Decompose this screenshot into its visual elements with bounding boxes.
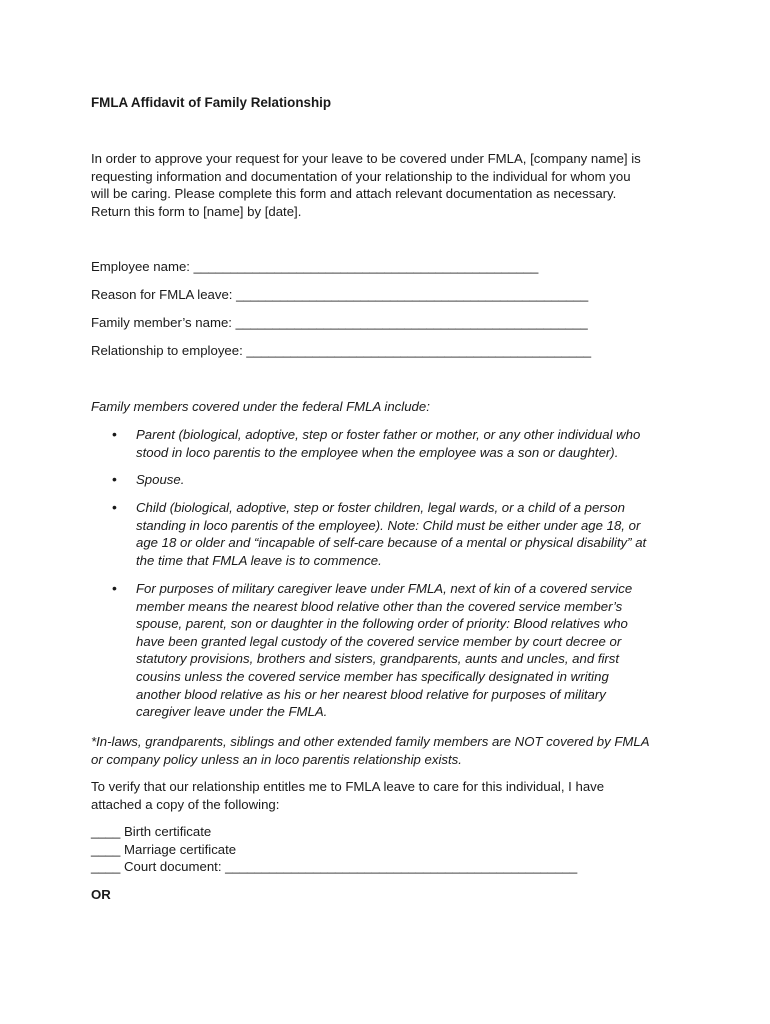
employee-name-field[interactable]: Employee name: _______________________________________________ bbox=[91, 259, 539, 274]
bullet-line: standing in loco parentis of the employee). Note: Child must be either under age 18, or bbox=[136, 517, 641, 533]
bullet-military bbox=[136, 580, 632, 721]
reason-field[interactable]: Reason for FMLA leave: ________________________________________________ bbox=[91, 287, 589, 302]
family-member-name-field[interactable]: Family member’s name: ________________________________________________ bbox=[91, 315, 588, 330]
in-laws-note bbox=[91, 733, 650, 768]
intro-line: Return this form to [name] by [date]. bbox=[91, 203, 302, 219]
intro-line: In order to approve your request for your leave to be covered under FMLA, [company name] is bbox=[91, 151, 641, 166]
bullet-line: For purposes of military caregiver leave under FMLA, next of kin of a covered service bbox=[136, 581, 633, 596]
note-line: or company policy unless an in loco parentis relationship exists. bbox=[91, 751, 462, 767]
bullet-line: stood in loco parentis to the employee when the employee was a son or daughter). bbox=[136, 444, 619, 460]
bullet-icon: • bbox=[112, 426, 117, 442]
bullet-icon: • bbox=[112, 471, 117, 487]
bullet-line: cousins unless the covered service member has specifically designated in writing bbox=[136, 668, 609, 684]
verify-line: To verify that our relationship entitles me to FMLA leave to care for this individual, I have bbox=[91, 779, 605, 794]
intro-paragraph bbox=[91, 150, 681, 220]
checklist-court-document[interactable]: ____ Court document: ________________________________________________ bbox=[91, 859, 578, 875]
bullet-line: Parent (biological, adoptive, step or foster father or mother, or any other individual who bbox=[136, 427, 641, 442]
bullet-spouse bbox=[136, 471, 184, 489]
bullet-parent bbox=[136, 426, 640, 461]
intro-line: will be caring. Please complete this form and attach relevant documentation as necessary. bbox=[91, 186, 617, 202]
verify-paragraph bbox=[91, 778, 604, 813]
bullet-line: Spouse. bbox=[136, 472, 185, 487]
bullet-line: another blood relative as his or her nearest blood relative for purposes of military bbox=[136, 686, 606, 702]
bullet-line: statutory provisions, brothers and sisters, grandparents, aunts and uncles, and first bbox=[136, 651, 620, 667]
bullet-line: member means the nearest blood relative other than the covered service member’s bbox=[136, 598, 623, 614]
or-label: OR bbox=[91, 887, 111, 902]
bullet-line: caregiver leave under the FMLA. bbox=[136, 704, 328, 720]
intro-line: requesting information and documentation of your relationship to the individual for whom you bbox=[91, 168, 631, 184]
bullet-line: Child (biological, adoptive, step or foster children, legal wards, or a child of a person bbox=[136, 500, 625, 515]
bullet-line: have been granted legal custody of the covered service member by court decree or bbox=[136, 633, 622, 649]
bullet-child bbox=[136, 499, 646, 569]
covered-heading: Family members covered under the federal FMLA include: bbox=[91, 399, 430, 414]
bullet-line: spouse, parent, son or daughter in the following order of priority: Blood relatives who bbox=[136, 616, 628, 632]
bullet-line: age 18 or older and “incapable of self-care because of a mental or physical disability” at bbox=[136, 535, 647, 551]
bullet-icon: • bbox=[112, 499, 117, 515]
relationship-field[interactable]: Relationship to employee: _______________________________________________ bbox=[91, 343, 592, 358]
note-line: *In-laws, grandparents, siblings and other extended family members are NOT covered by FMLA bbox=[91, 734, 650, 749]
document-checklist bbox=[91, 823, 577, 876]
checklist-marriage-certificate[interactable]: ____ Marriage certificate bbox=[91, 841, 237, 857]
document-title: FMLA Affidavit of Family Relationship bbox=[91, 95, 332, 110]
verify-line: attached a copy of the following: bbox=[91, 796, 280, 812]
bullet-icon: • bbox=[112, 580, 117, 596]
bullet-line: the time that FMLA leave is to commence. bbox=[136, 552, 382, 568]
checklist-birth-certificate[interactable]: ____ Birth certificate bbox=[91, 824, 212, 839]
